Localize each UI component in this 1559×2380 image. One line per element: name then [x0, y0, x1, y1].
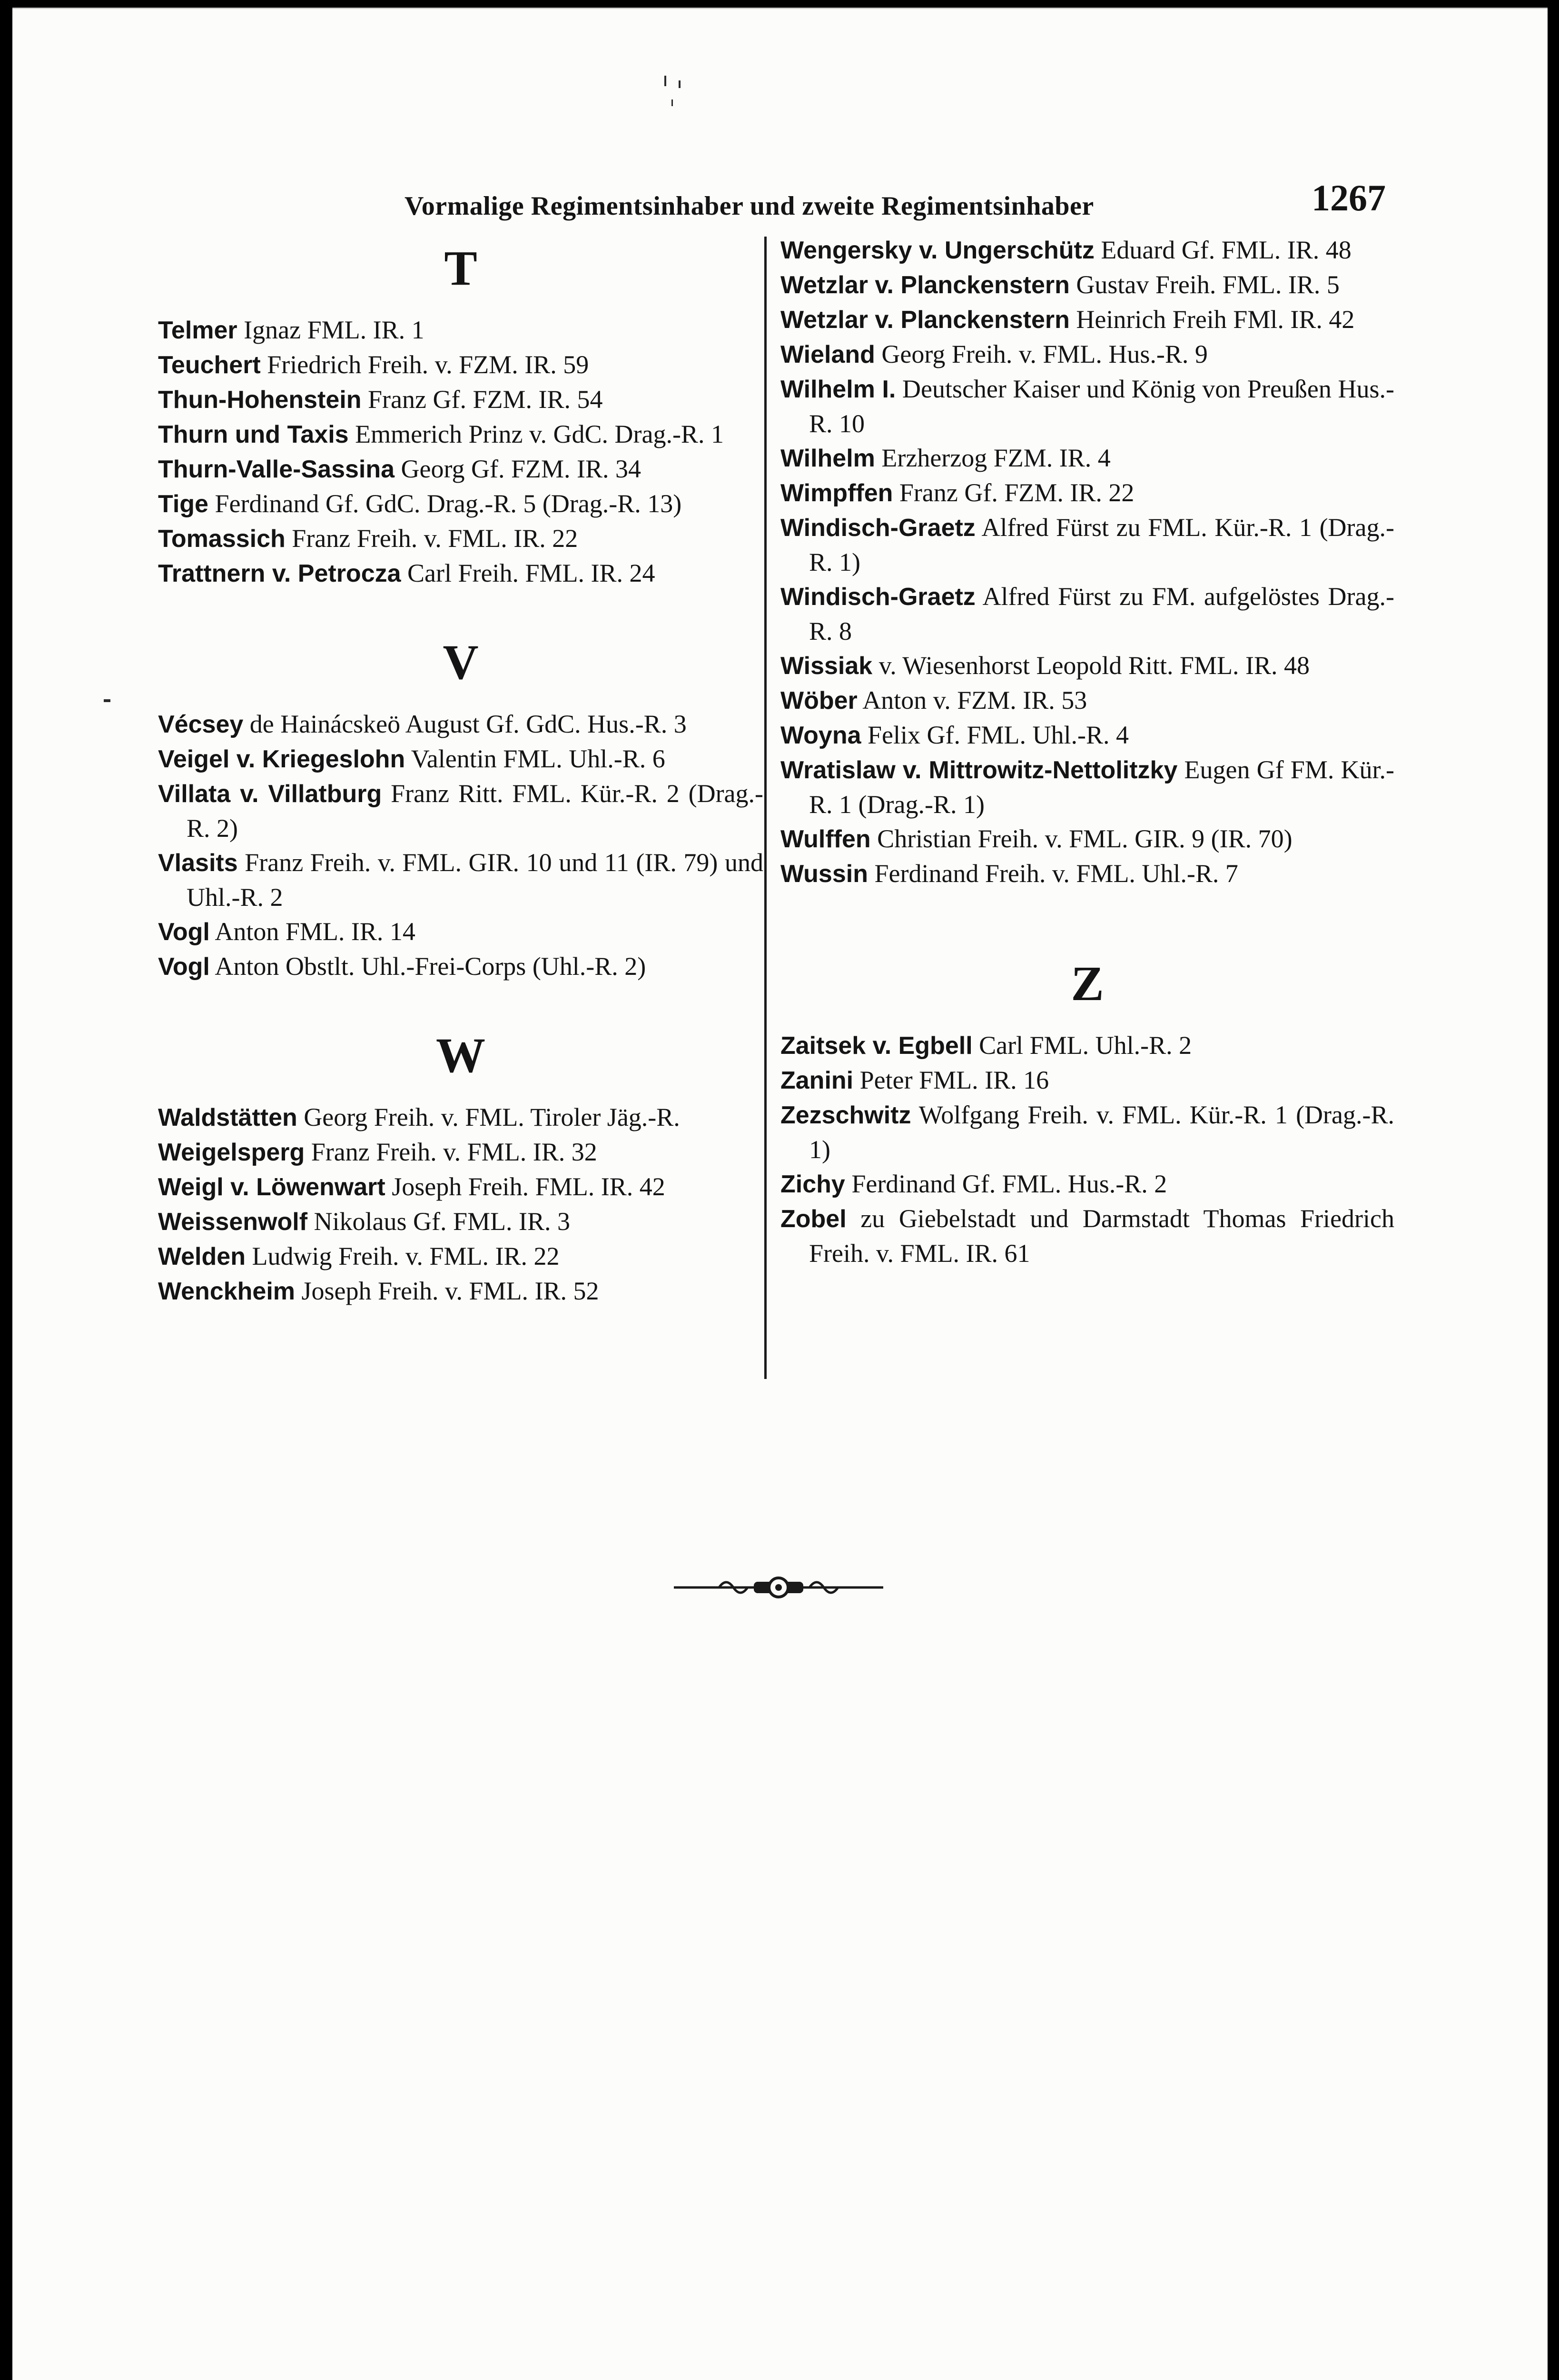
entry-text: Valentin FML. Uhl.-R. 6	[405, 744, 665, 773]
entry-name: Vogl	[158, 953, 210, 981]
index-entry	[158, 521, 763, 556]
index-entry	[780, 1167, 1394, 1201]
index-entry	[780, 683, 1394, 718]
entry-text: Ferdinand Gf. GdC. Drag.-R. 5 (Drag.-R. 13)	[208, 489, 682, 518]
entry-name: Vécsey	[158, 711, 244, 738]
index-entry	[780, 510, 1394, 579]
index-entry	[158, 1170, 763, 1204]
index-entry	[780, 337, 1394, 372]
entry-text: Georg Gf. FZM. IR. 34	[395, 455, 641, 483]
entry-name: Zezschwitz	[780, 1101, 911, 1129]
section-heading-w: W	[436, 1028, 485, 1083]
entry-name: Trattnern v. Petrocza	[158, 560, 401, 587]
entry-name: Wetzlar v. Planckenstern	[780, 306, 1070, 334]
scan-speck	[104, 699, 110, 702]
entry-text: Franz Freih. v. FML. IR. 22	[285, 524, 578, 553]
entry-name: Vlasits	[158, 849, 238, 877]
entry-name: Villata v. Villatburg	[158, 780, 382, 808]
entry-name: Waldstätten	[158, 1104, 297, 1131]
end-ornament-icon	[674, 1573, 883, 1602]
running-head	[12, 177, 1548, 234]
entry-text: Carl Freih. FML. IR. 24	[401, 559, 655, 587]
entry-name: Weigelsperg	[158, 1139, 305, 1166]
index-entry	[780, 648, 1394, 683]
entry-text: Franz Freih. v. FML. IR. 32	[305, 1138, 597, 1166]
entry-text: Alfred Fürst zu FM. aufgelöstes Drag.-R. 8	[809, 582, 1394, 645]
entry-text: Joseph Freih. FML. IR. 42	[385, 1172, 665, 1201]
entry-name: Wimpffen	[780, 479, 893, 507]
index-entry	[780, 441, 1394, 476]
index-entry	[158, 742, 763, 776]
index-entry	[158, 707, 763, 742]
index-entry	[780, 1098, 1394, 1167]
entry-name: Tige	[158, 490, 208, 518]
entry-name: Weigl v. Löwenwart	[158, 1173, 385, 1201]
entry-text: Christian Freih. v. FML. GIR. 9 (IR. 70)	[870, 824, 1293, 853]
entry-text: Georg Freih. v. FML. Hus.-R. 9	[875, 340, 1208, 368]
index-entry	[780, 579, 1394, 648]
entry-text: zu Giebelstadt und Darmstadt Thomas Friedrich Freih. v. FML. IR. 61	[809, 1204, 1394, 1268]
index-entry	[158, 845, 763, 914]
entry-text: Joseph Freih. v. FML. IR. 52	[295, 1277, 599, 1305]
entry-text: Peter FML. IR. 16	[853, 1066, 1049, 1094]
entry-text: Eugen Gf FM. Kür.-R. 1 (Drag.-R. 1)	[809, 755, 1394, 819]
index-entry	[158, 347, 763, 382]
scan-speck	[679, 80, 681, 88]
entry-text: Heinrich Freih FMl. IR. 42	[1069, 305, 1355, 334]
entry-text: Anton Obstlt. Uhl.-Frei-Corps (Uhl.-R. 2)	[209, 952, 646, 981]
index-entry	[158, 1239, 763, 1274]
entry-text: de Hainácskeö August Gf. GdC. Hus.-R. 3	[243, 710, 687, 738]
entry-name: Wratislaw v. Mittrowitz-Nettolitzky	[780, 756, 1178, 784]
index-entry	[158, 452, 763, 486]
entry-name: Windisch-Graetz	[780, 514, 976, 542]
index-entry	[158, 949, 763, 984]
entry-name: Vogl	[158, 918, 210, 946]
section-gap	[158, 984, 763, 1020]
entry-text: Nikolaus Gf. FML. IR. 3	[307, 1207, 571, 1236]
section-gap	[780, 891, 1394, 948]
entry-text: Felix Gf. FML. Uhl.-R. 4	[861, 721, 1129, 749]
entry-name: Wilhelm	[780, 445, 875, 472]
entry-text: Anton v. FZM. IR. 53	[857, 686, 1087, 714]
index-entry	[158, 1100, 763, 1135]
section-heading-v: V	[443, 635, 479, 690]
entry-name: Wöber	[780, 687, 858, 714]
entry-text: Ferdinand Freih. v. FML. Uhl.-R. 7	[868, 859, 1238, 888]
entry-text: v. Wiesenhorst Leopold Ritt. FML. IR. 48	[872, 651, 1310, 680]
index-entry	[158, 776, 763, 845]
index-entry	[158, 382, 763, 417]
index-entry	[158, 1135, 763, 1170]
entry-text: Franz Gf. FZM. IR. 54	[361, 385, 603, 414]
entry-name: Zobel	[780, 1205, 847, 1233]
entry-name: Woyna	[780, 722, 861, 749]
entry-text: Ignaz FML. IR. 1	[237, 316, 424, 344]
entry-text: Carl FML. Uhl.-R. 2	[972, 1031, 1192, 1060]
entry-text: Erzherzog FZM. IR. 4	[875, 444, 1111, 472]
entry-name: Wulffen	[780, 825, 871, 853]
index-entry	[158, 486, 763, 521]
scan-speck	[671, 99, 673, 106]
entry-name: Thurn-Valle-Sassina	[158, 456, 395, 483]
right-column	[780, 233, 1394, 1270]
entry-text: Deutscher Kaiser und König von Preußen Hus.-R. 10	[809, 375, 1394, 438]
book-page	[12, 8, 1548, 2380]
entry-name: Thun-Hohenstein	[158, 386, 362, 414]
index-entry	[780, 1063, 1394, 1098]
index-entry	[780, 268, 1394, 302]
running-head-title: Vormalige Regimentsinhaber und zweite Regimentsinhaber	[405, 191, 1094, 221]
entry-name: Wenckheim	[158, 1278, 296, 1305]
entry-name: Wieland	[780, 341, 875, 368]
index-entry	[158, 1274, 763, 1309]
index-entry	[780, 753, 1394, 822]
entry-name: Wilhelm I.	[780, 376, 896, 403]
entry-name: Tomassich	[158, 525, 286, 553]
index-entry	[158, 1204, 763, 1239]
scan-speck	[664, 76, 666, 86]
entry-name: Zanini	[780, 1067, 854, 1094]
index-entry	[780, 372, 1394, 441]
entry-name: Veigel v. Kriegeslohn	[158, 745, 405, 773]
entry-text: Anton FML. IR. 14	[209, 917, 415, 946]
entry-text: Georg Freih. v. FML. Tiroler Jäg.-R.	[297, 1103, 680, 1131]
entry-text: Ludwig Freih. v. FML. IR. 22	[245, 1242, 560, 1270]
entry-text: Franz Ritt. FML. Kür.-R. 2 (Drag.-R. 2)	[187, 779, 763, 843]
entry-name: Thurn und Taxis	[158, 421, 349, 448]
entry-name: Telmer	[158, 317, 237, 344]
index-entry	[780, 718, 1394, 753]
entry-name: Wengersky v. Ungerschütz	[780, 237, 1095, 264]
index-entry	[158, 914, 763, 949]
entry-name: Wissiak	[780, 652, 873, 680]
entry-name: Teuchert	[158, 351, 261, 379]
index-entry	[780, 856, 1394, 891]
entry-text: Eduard Gf. FML. IR. 48	[1094, 236, 1352, 264]
left-column	[158, 233, 763, 1309]
entry-text: Franz Gf. FZM. IR. 22	[893, 478, 1135, 507]
index-entry	[780, 1201, 1394, 1270]
entry-text: Ferdinand Gf. FML. Hus.-R. 2	[845, 1170, 1167, 1198]
entry-text: Alfred Fürst zu FML. Kür.-R. 1 (Drag.-R. 1)	[809, 513, 1394, 576]
entry-name: Wetzlar v. Planckenstern	[780, 271, 1070, 299]
index-entry	[780, 1028, 1394, 1063]
index-entry	[780, 302, 1394, 337]
index-entry	[780, 233, 1394, 268]
page-number: 1267	[1312, 177, 1386, 218]
section-gap	[158, 591, 763, 627]
index-entry	[158, 417, 763, 452]
index-entry	[780, 822, 1394, 856]
index-entry	[158, 313, 763, 347]
entry-name: Windisch-Graetz	[780, 583, 976, 611]
column-divider	[764, 237, 767, 1379]
entry-text: Friedrich Freih. v. FZM. IR. 59	[260, 350, 589, 379]
entry-name: Welden	[158, 1243, 246, 1270]
index-entry	[158, 556, 763, 591]
section-heading-z: Z	[1071, 956, 1104, 1011]
entry-name: Weissenwolf	[158, 1208, 308, 1236]
entry-name: Zichy	[780, 1170, 845, 1198]
index-entry	[780, 476, 1394, 510]
entry-name: Wussin	[780, 860, 868, 888]
entry-text: Franz Freih. v. FML. GIR. 10 und 11 (IR. 79) und Uhl.-R. 2	[187, 848, 763, 912]
section-heading-t: T	[444, 241, 477, 296]
entry-name: Zaitsek v. Egbell	[780, 1032, 973, 1060]
entry-text: Emmerich Prinz v. GdC. Drag.-R. 1	[348, 420, 724, 448]
entry-text: Gustav Freih. FML. IR. 5	[1069, 270, 1340, 299]
entry-text: Wolfgang Freih. v. FML. Kür.-R. 1 (Drag.-R. 1)	[809, 1101, 1394, 1164]
